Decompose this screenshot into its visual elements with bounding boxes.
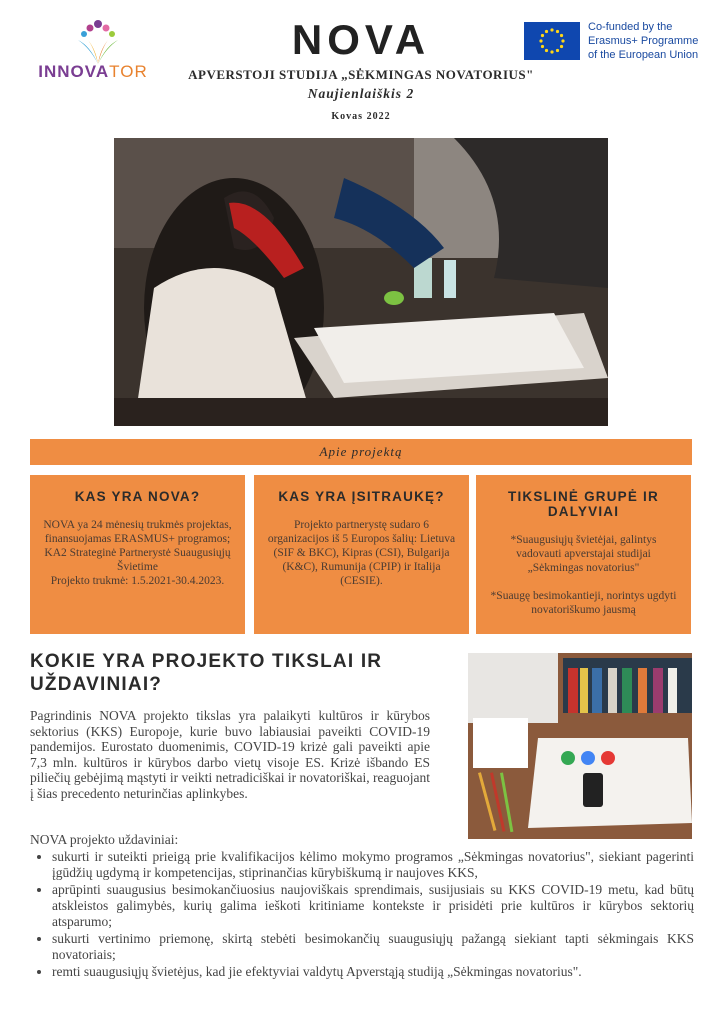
info-box-text: *Suaugę besimokantieji, norintys ugdyti novatoriškumo jausmą — [490, 590, 677, 616]
eu-star-icon — [556, 49, 559, 52]
task-item: • aprūpinti suaugusius besimokančiuosius naujoviškais sprendimais, susijusiais su KKS COVID-19 metu, kad būtų atskleistos galimybės, kurių galima ieškoti kritiniame kontekste ir prisidėti prie kultūros ir kūrybos sektorių atsparumo; — [52, 882, 694, 930]
newsletter-subtitle: APVERSTOJI STUDIJA „SĖKMINGAS NOVATORIUS" — [188, 67, 534, 82]
eu-star-icon — [541, 34, 544, 37]
eu-cofunded-text — [588, 20, 718, 62]
info-box-title: TIKSLINĖ GRUPĖ IR DALYVIAI — [508, 489, 659, 519]
eu-flag-icon — [524, 22, 580, 60]
info-box-who-is-involved — [254, 475, 469, 634]
task-item: • sukurti vertinimo priemonę, skirtą stebėti besimokančių suaugusiųjų pažangą siekiant tapti sėkmingais KKS novatoriais; — [52, 931, 694, 963]
info-box-text: *Suaugusiųjų švietėjai, galintys vadovauti apverstajai studijai „Sėkmingas novatorius" — [510, 534, 657, 574]
innovator-logo-text: INNOVATOR — [38, 62, 148, 81]
objectives-heading: KOKIE YRA PROJEKTO TIKSLAI IR UŽDAVINIAI? — [30, 651, 383, 695]
eu-star-icon — [561, 39, 564, 42]
about-project-banner: Apie projektą — [30, 439, 692, 465]
task-item: • remti suaugusiųjų švietėjus, kad jie efektyviai valdytų Apverstąją studiją „Sėkmingas novatorius". — [52, 964, 694, 980]
info-box-text: Projekto partnerystę sudaro 6 organizacijos iš 5 Europos šalių: Lietuva (SIF & BKC), Kipras (CSI), Bulgarija (K&C), Rumunija (CPIP) ir Italija (CESIE). — [267, 519, 456, 587]
newsletter-issue: Naujienlaiškis 2 — [307, 86, 415, 101]
eu-star-icon — [539, 39, 542, 42]
info-box-what-is-nova — [30, 475, 245, 634]
eu-star-icon — [560, 34, 563, 37]
objectives-intro: Pagrindinis NOVA projekto tikslas yra palaikyti kultūros ir kūrybos sektorius (KKS) Europoje, kurie buvo labiausiai paveikti COVID-19 pandemijos. Eurostato duomenimis, COVID-19 krizė gali paveikti apie 7,3 mln. kultūros ir kūrybos darbo vietų visoje ES. Krizė išbando ES piliečių gebėjimą mąstyti ir veikti netradiciškai ir novatoriškai, reaguojant į šias precedento neturinčias aplinkybes. — [30, 708, 431, 801]
eu-star-icon — [550, 28, 553, 31]
eu-star-icon — [560, 45, 563, 48]
eu-text-line: Erasmus+ Programme — [588, 35, 699, 47]
eu-star-icon — [541, 45, 544, 48]
eu-star-icon — [545, 30, 548, 33]
eu-star-icon — [550, 50, 553, 53]
students-workshop-photo — [114, 138, 608, 426]
newsletter-date: Kovas 2022 — [331, 111, 391, 122]
desk-design-photo — [468, 653, 692, 839]
tasks-list — [30, 849, 694, 981]
info-box-duration: Projekto trukmė: 1.5.2021-30.4.2023. — [50, 575, 225, 587]
tasks-title: NOVA projekto uždaviniai: — [30, 832, 179, 847]
eu-text-line: Co-funded by the — [588, 21, 673, 33]
newsletter-title: NOVA — [291, 16, 431, 63]
eu-star-icon — [545, 49, 548, 52]
info-box-title: KAS YRA NOVA? — [74, 489, 201, 504]
info-box-text: NOVA ya 24 mėnesių trukmės projektas, finansuojamas ERASMUS+ programos; KA2 Strateginė Partnerystė Suaugusiųjų Švietime — [43, 519, 232, 573]
eu-text-line: of the European Union — [588, 49, 699, 61]
info-box-target-group — [476, 475, 691, 634]
eu-star-icon — [556, 30, 559, 33]
task-item: • sukurti ir suteikti prieigą prie kvalifikacijos kėlimo mokymo programos „Sėkmingas novatorius", siekiant pagerinti įgūdžių ugdymą ir kompetencijas, stiprinančias kūrybiškumą ir naujoves KKS, — [52, 849, 694, 881]
info-box-title: KAS YRA ĮSITRAUKĘ? — [278, 489, 445, 504]
